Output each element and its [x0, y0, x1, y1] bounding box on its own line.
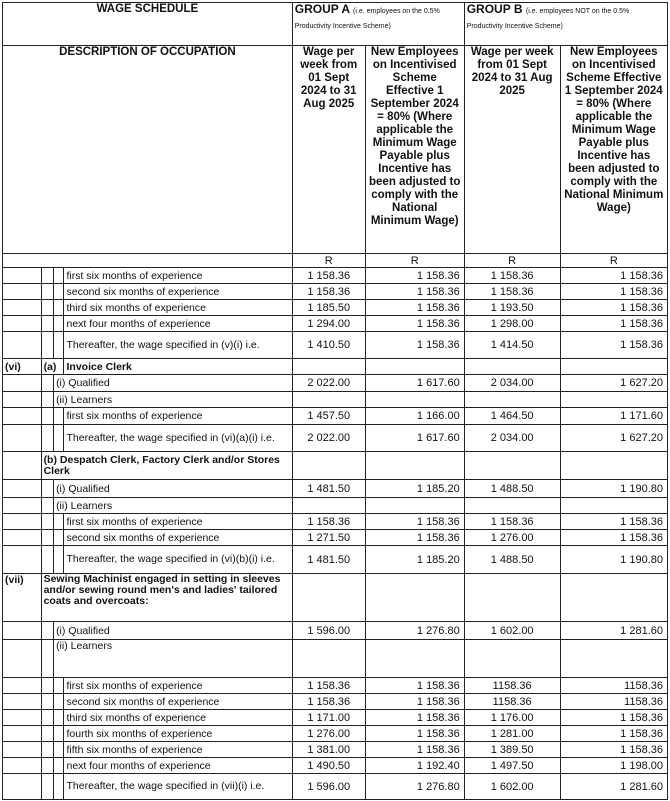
table-row	[3, 268, 668, 284]
value-cell: 1 185.20	[365, 546, 464, 574]
group-a-header: GROUP A (i.e. employees on the 0.5% Productivity Incentive Scheme)	[292, 3, 464, 46]
value-cell: 1 158.36	[464, 284, 560, 300]
value-cell: 1 171.00	[292, 710, 365, 726]
value-cell: 1 176.00	[464, 710, 560, 726]
value-cell: 1 158.36	[365, 316, 464, 332]
table-row	[3, 546, 668, 574]
value-cell: 1 414.50	[464, 332, 560, 359]
table-row	[3, 498, 668, 514]
value-cell: 1158.36	[560, 694, 667, 710]
value-cell: 1158.36	[560, 678, 667, 694]
value-cell: 1 602.00	[464, 774, 560, 800]
value-cell: 1 276.00	[464, 530, 560, 546]
value-cell: 1 627.20	[560, 375, 667, 392]
value-cell: 1 464.50	[464, 408, 560, 425]
value-cell: 1 190.80	[560, 480, 667, 498]
value-cell: 1 158.36	[560, 530, 667, 546]
row-label: second six months of experience	[64, 284, 292, 300]
value-cell: 1 488.50	[464, 546, 560, 574]
value-cell: 2 022.00	[292, 425, 365, 452]
section-number: (vii)	[3, 574, 42, 622]
section-title: Sewing Machinist engaged in setting in sleeves and/or sewing round men's and ladies' tailored coats and overcoats:	[41, 574, 292, 622]
currency-label: R	[560, 254, 667, 268]
row-label: second six months of experience	[64, 530, 292, 546]
row-label: (i) Qualified	[54, 622, 293, 640]
table-row	[3, 514, 668, 530]
value-cell: 1 481.50	[292, 480, 365, 498]
table-row	[3, 694, 668, 710]
value-cell: 1 627.20	[560, 425, 667, 452]
value-cell: 1 617.60	[365, 375, 464, 392]
value-cell: 1 158.36	[365, 332, 464, 359]
value-cell: 1 158.36	[365, 678, 464, 694]
section-title: Invoice Clerk	[64, 359, 292, 375]
value-cell: 1 158.36	[365, 694, 464, 710]
value-cell: 1 389.50	[464, 742, 560, 758]
table-row	[3, 622, 668, 640]
value-cell: 1 185.20	[365, 480, 464, 498]
group-a-new-employees-header: New Employees on Incentivised Scheme Effective 1 September 2024 = 80% (Where applicable the Minimum Wage Payable plus Incentive has been adjusted to comply with the National Minimum Wage)	[365, 46, 464, 254]
group-b-header: GROUP B (i.e. employees NOT on the 0.5% Productivity Incentive Scheme)	[464, 3, 667, 46]
table-row	[3, 726, 668, 742]
value-cell: 1 617.60	[365, 425, 464, 452]
value-cell: 1 193.50	[464, 300, 560, 316]
section-row	[3, 359, 668, 375]
value-cell: 1158.36	[464, 678, 560, 694]
value-cell: 1 158.36	[560, 268, 667, 284]
description-header: DESCRIPTION OF OCCUPATION	[3, 46, 293, 254]
value-cell: 1 497.50	[464, 758, 560, 774]
value-cell: 1 596.00	[292, 622, 365, 640]
value-cell: 1 158.36	[365, 530, 464, 546]
value-cell: 1 488.50	[464, 480, 560, 498]
table-row	[3, 408, 668, 425]
value-cell: 1 190.80	[560, 546, 667, 574]
row-label: (ii) Learners	[54, 392, 293, 408]
value-cell: 1 276.00	[292, 726, 365, 742]
value-cell: 1158.36	[464, 694, 560, 710]
value-cell: 1 276.80	[365, 622, 464, 640]
row-label: (i) Qualified	[54, 375, 293, 392]
row-label: Thereafter, the wage specified in (vi)(a)(i) i.e.	[64, 425, 292, 452]
group-b-wage-header: Wage per week from 01 Sept 2024 to 31 Aug 2025	[464, 46, 560, 254]
table-row	[3, 530, 668, 546]
value-cell: 1 158.36	[365, 268, 464, 284]
value-cell: 1 158.36	[365, 514, 464, 530]
table-row	[3, 284, 668, 300]
value-cell: 1 276.80	[365, 774, 464, 800]
table-row	[3, 758, 668, 774]
value-cell: 1 158.36	[560, 300, 667, 316]
value-cell: 1 158.36	[365, 284, 464, 300]
row-label: Thereafter, the wage specified in (v)(i) i.e.	[64, 332, 292, 359]
group-a-wage-header: Wage per week from 01 Sept 2024 to 31 Aug 2025	[292, 46, 365, 254]
value-cell: 1 281.60	[560, 774, 667, 800]
row-label: Thereafter, the wage specified in (vi)(b)(i) i.e.	[64, 546, 292, 574]
subsection-number: (a)	[41, 359, 64, 375]
value-cell: 1 192.40	[365, 758, 464, 774]
value-cell: 1 158.36	[365, 300, 464, 316]
section-number: (vi)	[3, 359, 42, 375]
row-label: fifth six months of experience	[64, 742, 292, 758]
value-cell: 1 490.50	[292, 758, 365, 774]
value-cell: 1 271.50	[292, 530, 365, 546]
row-label: Thereafter, the wage specified in (vii)(i) i.e.	[64, 774, 292, 800]
wage-schedule-title: WAGE SCHEDULE	[3, 3, 293, 46]
value-cell: 1 158.36	[560, 332, 667, 359]
row-label: third six months of experience	[64, 300, 292, 316]
row-label: next four months of experience	[64, 316, 292, 332]
row-label: first six months of experience	[64, 514, 292, 530]
table-row	[3, 678, 668, 694]
row-label: next four months of experience	[64, 758, 292, 774]
value-cell: 1 158.36	[292, 694, 365, 710]
value-cell: 1 185.50	[292, 300, 365, 316]
value-cell: 1 381.00	[292, 742, 365, 758]
row-label: (ii) Learners	[54, 498, 293, 514]
value-cell: 1 158.36	[560, 742, 667, 758]
row-label: (i) Qualified	[54, 480, 293, 498]
table-row	[3, 316, 668, 332]
row-label: fourth six months of experience	[64, 726, 292, 742]
currency-label: R	[292, 254, 365, 268]
table-row	[3, 640, 668, 678]
table-row	[3, 480, 668, 498]
value-cell: 1 158.36	[560, 726, 667, 742]
value-cell: 2 034.00	[464, 375, 560, 392]
row-label: first six months of experience	[64, 268, 292, 284]
table-row	[3, 332, 668, 359]
row-label: (ii) Learners	[54, 640, 293, 678]
section-title: (b) Despatch Clerk, Factory Clerk and/or Stores Clerk	[41, 452, 292, 480]
value-cell: 1 596.00	[292, 774, 365, 800]
table-row	[3, 742, 668, 758]
value-cell: 1 457.50	[292, 408, 365, 425]
value-cell: 1 158.36	[365, 710, 464, 726]
currency-label: R	[464, 254, 560, 268]
table-row	[3, 774, 668, 800]
value-cell: 1 158.36	[365, 742, 464, 758]
section-row	[3, 452, 668, 480]
row-label: third six months of experience	[64, 710, 292, 726]
row-label: first six months of experience	[64, 408, 292, 425]
table-row	[3, 300, 668, 316]
row-label: second six months of experience	[64, 694, 292, 710]
value-cell: 1 158.36	[560, 710, 667, 726]
value-cell: 1 481.50	[292, 546, 365, 574]
currency-label: R	[365, 254, 464, 268]
section-row	[3, 574, 668, 622]
value-cell: 1 158.36	[292, 678, 365, 694]
value-cell: 1 298.00	[464, 316, 560, 332]
currency-row	[3, 254, 668, 268]
value-cell: 1 158.36	[560, 284, 667, 300]
value-cell: 1 281.60	[560, 622, 667, 640]
value-cell: 2 034.00	[464, 425, 560, 452]
value-cell: 1 171.60	[560, 408, 667, 425]
value-cell: 1 166.00	[365, 408, 464, 425]
table-row	[3, 425, 668, 452]
row-label: first six months of experience	[64, 678, 292, 694]
value-cell: 1 158.36	[464, 268, 560, 284]
value-cell: 1 294.00	[292, 316, 365, 332]
table-row	[3, 392, 668, 408]
value-cell: 1 158.36	[292, 514, 365, 530]
value-cell: 1 602.00	[464, 622, 560, 640]
value-cell: 1 158.36	[560, 316, 667, 332]
value-cell: 1 158.36	[464, 514, 560, 530]
table-row	[3, 375, 668, 392]
value-cell: 1 281.00	[464, 726, 560, 742]
group-b-new-employees-header: New Employees on Incentivised Scheme Effective 1 September 2024 = 80% (Where applicable the Minimum Wage Payable plus Incentive has been adjusted to comply with the National Minimum Wage)	[560, 46, 667, 254]
wage-schedule-table	[2, 2, 668, 800]
value-cell: 1 158.36	[292, 284, 365, 300]
value-cell: 1 158.36	[365, 726, 464, 742]
table-row	[3, 710, 668, 726]
value-cell: 1 198.00	[560, 758, 667, 774]
value-cell: 1 158.36	[560, 514, 667, 530]
value-cell: 2 022.00	[292, 375, 365, 392]
value-cell: 1 410.50	[292, 332, 365, 359]
value-cell: 1 158.36	[292, 268, 365, 284]
